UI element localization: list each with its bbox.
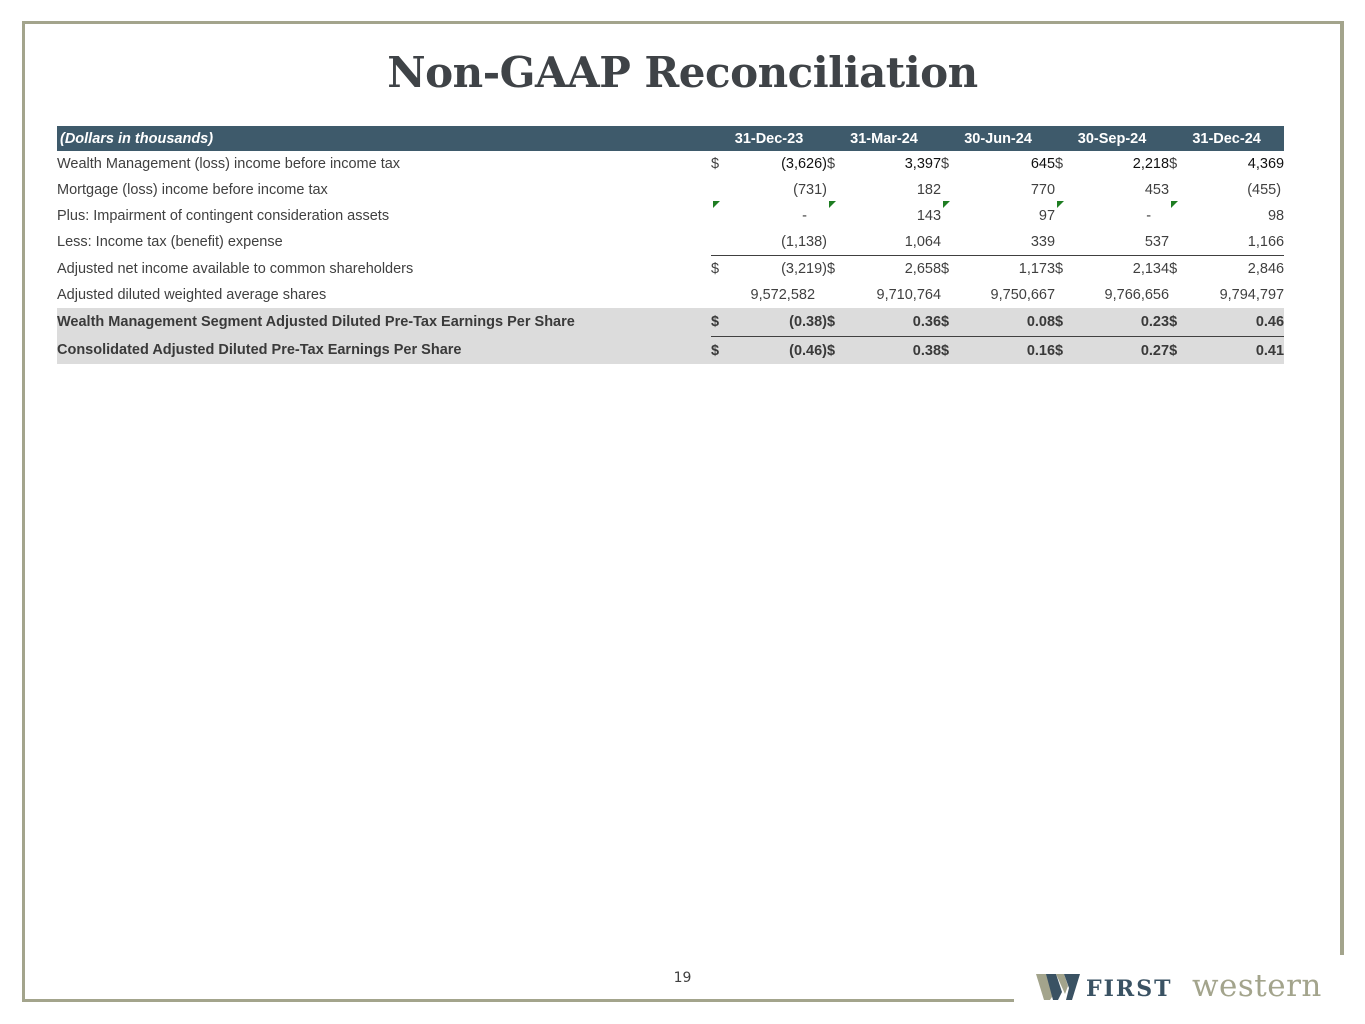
row-label: Consolidated Adjusted Diluted Pre-Tax Earnings Per Share — [57, 337, 711, 365]
currency-symbol: $ — [941, 256, 963, 283]
currency-symbol: $ — [1169, 337, 1191, 365]
row-label: Mortgage (loss) income before income tax — [57, 182, 328, 198]
cell-value: (1,138) — [781, 234, 828, 250]
cell-comment-flag-icon — [1171, 201, 1178, 208]
cell-value-text: - — [1146, 208, 1152, 224]
row-label: Wealth Management Segment Adjusted Diluted Pre-Tax Earnings Per Share — [57, 308, 711, 337]
cell-value: 9,766,656 — [1104, 287, 1170, 303]
currency-symbol: $ — [827, 308, 849, 337]
slide-frame-bottom — [22, 999, 1014, 1002]
logo-western-text: western — [1192, 968, 1322, 1004]
cell-value: (0.46) — [733, 337, 827, 365]
currency-symbol — [1055, 177, 1077, 203]
currency-symbol — [941, 282, 963, 308]
cell-value: 0.36 — [849, 308, 941, 337]
currency-symbol: $ — [1055, 156, 1064, 172]
table-row — [57, 177, 1284, 203]
cell-value: 1,173 — [963, 256, 1055, 283]
currency-symbol — [827, 177, 849, 203]
cell-value-text: 97 — [1038, 208, 1056, 224]
cell-value: (731) — [793, 182, 828, 198]
currency-symbol: $ — [941, 308, 963, 337]
currency-symbol: $ — [941, 156, 950, 172]
table-header-row — [57, 126, 1284, 151]
reconciliation-table — [57, 126, 1284, 364]
currency-symbol: $ — [1055, 256, 1077, 283]
cell-comment-flag-icon — [829, 201, 836, 208]
period-header: 30-Sep-24 — [1055, 126, 1169, 151]
table-row — [57, 229, 1284, 256]
page-title: Non-GAAP Reconciliation — [387, 48, 978, 97]
currency-symbol: $ — [1169, 308, 1191, 337]
currency-symbol — [1169, 177, 1191, 203]
table-row — [57, 203, 1284, 229]
cell-value — [849, 203, 941, 229]
cell-value: 537 — [1144, 234, 1170, 250]
period-header: 30-Jun-24 — [941, 126, 1055, 151]
table-row — [57, 151, 1284, 177]
cell-value: 9,572,582 — [750, 287, 816, 303]
currency-symbol — [827, 282, 849, 308]
cell-value: (3,626) — [781, 156, 828, 172]
table-row-highlight — [57, 308, 1284, 337]
cell-value: 0.46 — [1191, 308, 1284, 337]
currency-symbol: $ — [1169, 156, 1178, 172]
cell-value — [733, 203, 827, 229]
cell-comment-flag-icon — [1057, 201, 1064, 208]
cell-value — [1077, 203, 1169, 229]
row-label: Adjusted net income available to common shareholders — [57, 260, 414, 277]
cell-value — [1191, 203, 1284, 229]
slide-frame-right — [1340, 21, 1344, 955]
slide-frame-left — [22, 21, 25, 1002]
cell-value: 0.16 — [963, 337, 1055, 365]
cell-value: 3,397 — [904, 156, 942, 172]
currency-symbol: $ — [941, 337, 963, 365]
currency-symbol — [711, 282, 733, 308]
cell-comment-flag-icon — [943, 201, 950, 208]
row-label: Wealth Management (loss) income before income tax — [57, 156, 401, 172]
cell-value: 2,218 — [1132, 156, 1170, 172]
currency-symbol — [827, 229, 849, 256]
cell-comment-flag-icon — [713, 201, 720, 208]
cell-value: 645 — [1030, 156, 1056, 172]
cell-value: 0.23 — [1077, 308, 1169, 337]
currency-symbol — [941, 229, 963, 256]
period-header: 31-Mar-24 — [827, 126, 941, 151]
currency-symbol: $ — [1055, 308, 1077, 337]
cell-value-text: - — [802, 208, 808, 224]
cell-value: 9,750,667 — [990, 287, 1056, 303]
currency-symbol — [711, 229, 733, 256]
cell-value: 9,794,797 — [1219, 287, 1285, 303]
cell-value: 0.38 — [849, 337, 941, 365]
units-label: (Dollars in thousands) — [57, 126, 711, 151]
cell-value: 9,710,764 — [876, 287, 942, 303]
currency-symbol — [1055, 282, 1077, 308]
cell-value: 2,658 — [849, 256, 941, 283]
currency-symbol: $ — [1055, 337, 1077, 365]
page-number: 19 — [673, 970, 692, 986]
cell-value: (455) — [1247, 182, 1282, 198]
cell-value — [963, 203, 1055, 229]
cell-value-text: 98 — [1267, 208, 1285, 224]
cell-value: 0.41 — [1191, 337, 1284, 365]
cell-value: 1,166 — [1247, 234, 1285, 250]
cell-value: 453 — [1144, 182, 1170, 198]
row-label: Adjusted diluted weighted average shares — [57, 287, 327, 303]
currency-symbol: $ — [711, 156, 720, 172]
cell-value: 4,369 — [1247, 156, 1285, 172]
cell-value: 339 — [1030, 234, 1056, 250]
cell-value-text: 143 — [916, 208, 942, 224]
currency-symbol: $ — [827, 156, 836, 172]
fw-logo-icon — [1036, 972, 1080, 1002]
currency-symbol: $ — [827, 337, 849, 365]
cell-value: 1,064 — [904, 234, 942, 250]
currency-symbol: $ — [827, 256, 849, 283]
table-row — [57, 256, 1284, 283]
cell-value: (0.38) — [733, 308, 827, 337]
period-header: 31-Dec-24 — [1169, 126, 1284, 151]
currency-symbol — [1055, 229, 1077, 256]
table-row — [57, 282, 1284, 308]
cell-value: (3,219) — [733, 256, 827, 283]
row-label: Less: Income tax (benefit) expense — [57, 234, 283, 251]
logo-first-text: FIRST — [1086, 976, 1173, 1002]
cell-value: 2,134 — [1077, 256, 1169, 283]
currency-symbol: $ — [1169, 256, 1191, 283]
company-logo — [1036, 968, 1346, 1008]
period-header: 31-Dec-23 — [711, 126, 827, 151]
currency-symbol: $ — [711, 337, 733, 365]
currency-symbol: $ — [711, 308, 733, 337]
row-label: Plus: Impairment of contingent consideration assets — [57, 208, 390, 224]
cell-value: 0.08 — [963, 308, 1055, 337]
cell-value: 2,846 — [1191, 256, 1284, 283]
cell-value: 0.27 — [1077, 337, 1169, 365]
slide-frame-top — [22, 21, 1344, 24]
currency-symbol — [1169, 229, 1191, 256]
currency-symbol — [711, 177, 733, 203]
cell-value: 770 — [1030, 182, 1056, 198]
cell-value: 182 — [916, 182, 942, 198]
currency-symbol — [1169, 282, 1191, 308]
table-row-highlight — [57, 337, 1284, 365]
currency-symbol — [941, 177, 963, 203]
currency-symbol: $ — [711, 256, 733, 283]
